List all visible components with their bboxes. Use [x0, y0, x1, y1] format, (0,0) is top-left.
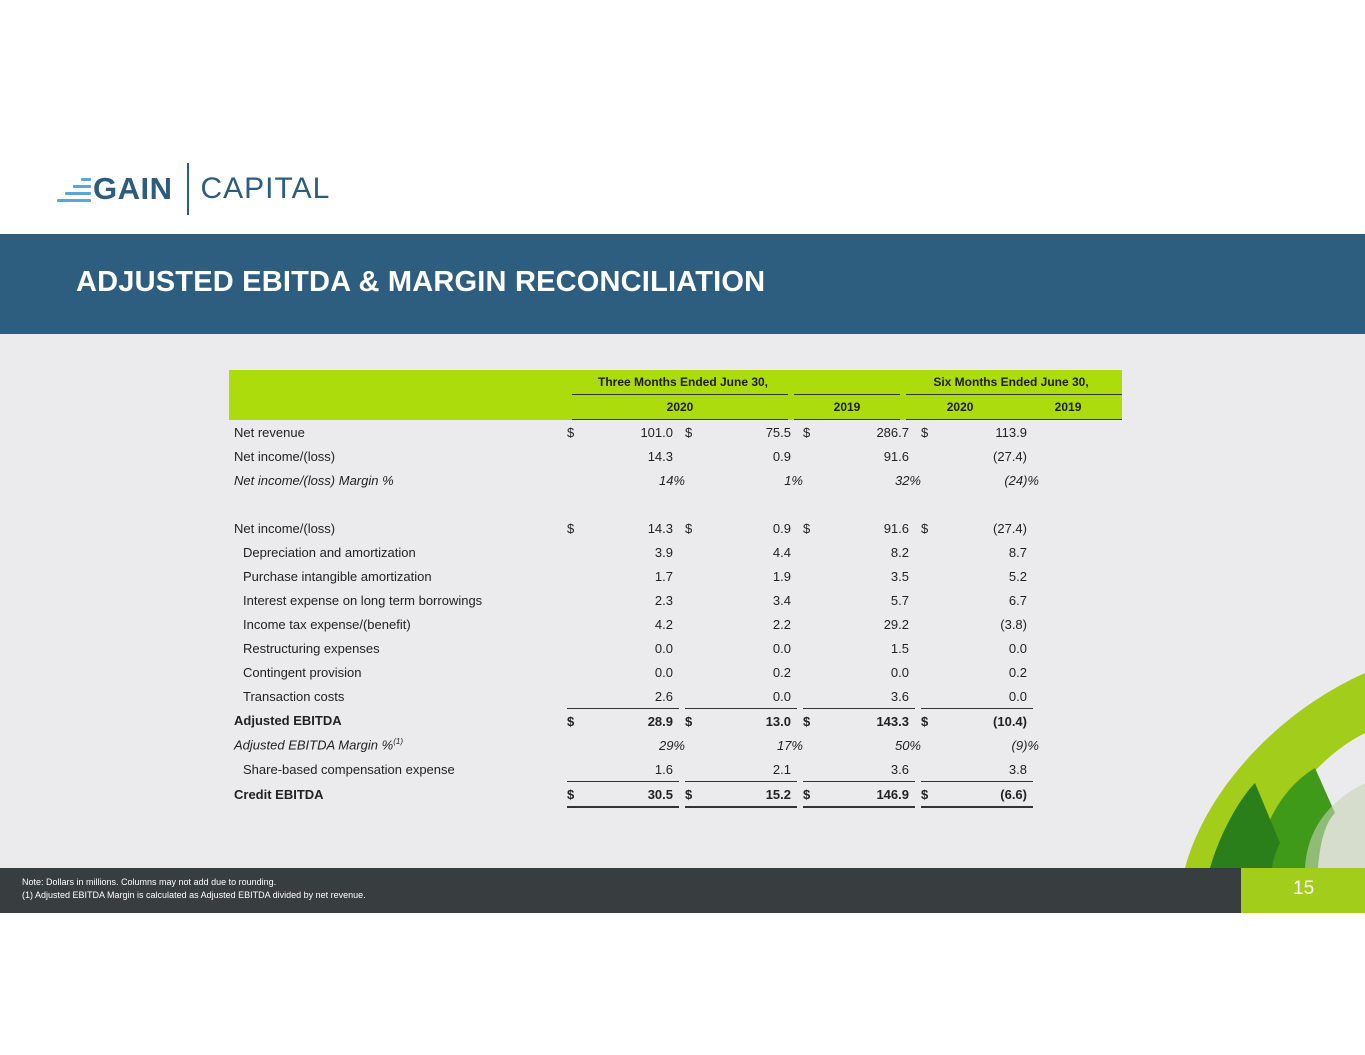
- value-cell: 4.2: [654, 616, 673, 632]
- value-cell: 1.9: [772, 568, 791, 584]
- currency-cell: [685, 660, 701, 684]
- value-cell: 91.6: [883, 520, 909, 536]
- table-row: [229, 708, 1033, 733]
- currency-cell: [685, 612, 701, 636]
- value-cell: 143.3: [819, 708, 915, 733]
- currency-cell: $: [803, 781, 819, 808]
- value-cell: 14.3: [647, 520, 673, 536]
- value-cell: 0.2: [1008, 664, 1027, 680]
- table-row: [229, 588, 1033, 612]
- value-cell: (27.4): [993, 448, 1027, 464]
- value-cell: 1.5: [890, 640, 909, 656]
- currency-cell: $: [685, 520, 693, 536]
- value-cell: 32%: [894, 472, 921, 488]
- value-cell: 2.3: [654, 592, 673, 608]
- value-cell: 0.0: [772, 688, 791, 704]
- currency-cell: [803, 468, 819, 492]
- slide: [0, 143, 1365, 913]
- currency-cell: [803, 636, 819, 660]
- currency-cell: $: [685, 708, 701, 733]
- table-header-row-years: [229, 394, 1122, 420]
- currency-cell: [567, 444, 583, 468]
- row-label: Adjusted EBITDA Margin %$^{(1)}$: [234, 737, 403, 753]
- currency-cell: [567, 612, 583, 636]
- value-cell: 1.6: [654, 761, 673, 777]
- table-header-row-groups: [229, 370, 1122, 394]
- currency-cell: [685, 684, 701, 708]
- row-label: Income tax expense/(benefit): [243, 616, 411, 632]
- value-cell: 29.2: [883, 616, 909, 632]
- value-cell: 0.0: [772, 640, 791, 656]
- currency-cell: $: [567, 520, 575, 536]
- page-number: 15: [1293, 878, 1315, 899]
- title-band: [0, 234, 1365, 334]
- value-cell: (27.4): [993, 520, 1027, 536]
- row-label: Restructuring expenses: [243, 640, 380, 656]
- currency-cell: $: [567, 708, 583, 733]
- table-row: [229, 420, 1033, 444]
- currency-cell: [921, 468, 937, 492]
- decorative-arc-graphic: [1185, 673, 1365, 868]
- footer-footnote: (1) Adjusted EBITDA Margin is calculated as Adjusted EBITDA divided by net revenue.: [22, 890, 366, 900]
- table-row: [229, 564, 1033, 588]
- value-cell: 14%: [658, 472, 685, 488]
- table-row: [229, 468, 1033, 492]
- currency-cell: [567, 564, 583, 588]
- currency-cell: [685, 757, 701, 781]
- row-label: Net income/(loss): [234, 448, 336, 464]
- value-cell: 29%: [658, 737, 685, 753]
- currency-cell: [567, 540, 583, 564]
- table-row: [229, 781, 1033, 808]
- value-cell: 5.2: [1008, 568, 1027, 584]
- currency-cell: [921, 757, 937, 781]
- currency-cell: $: [921, 708, 937, 733]
- value-cell: 0.0: [890, 664, 909, 680]
- row-label: Depreciation and amortization: [243, 544, 416, 560]
- currency-cell: $: [567, 781, 583, 808]
- currency-cell: $: [685, 781, 701, 808]
- value-cell: 3.9: [654, 544, 673, 560]
- currency-cell: [567, 588, 583, 612]
- value-cell: 13.0: [701, 708, 797, 733]
- currency-cell: [803, 684, 819, 708]
- footer-notes: [0, 868, 1241, 913]
- value-cell: 50%: [894, 737, 921, 753]
- value-cell: 3.6: [890, 688, 909, 704]
- value-cell: 91.6: [883, 448, 909, 464]
- row-label: Net income/(loss) Margin %: [234, 472, 394, 488]
- value-cell: 3.4: [772, 592, 791, 608]
- logo-capital-text: CAPITAL: [200, 172, 331, 205]
- currency-cell: [803, 540, 819, 564]
- value-cell: 17%: [776, 737, 803, 753]
- value-cell: 75.5: [765, 424, 791, 440]
- page-title: ADJUSTED EBITDA & MARGIN RECONCILIATION: [76, 266, 766, 298]
- header-year: 2019: [794, 394, 900, 420]
- logo-gain-text: GAIN: [93, 171, 173, 206]
- value-cell: 2.6: [654, 688, 673, 704]
- currency-cell: $: [921, 424, 929, 440]
- value-cell: 146.9: [819, 781, 915, 808]
- value-cell: (10.4): [937, 708, 1033, 733]
- logo-band: [0, 143, 1365, 234]
- value-cell: 286.7: [876, 424, 909, 440]
- value-cell: 8.7: [1008, 544, 1027, 560]
- currency-cell: $: [803, 424, 811, 440]
- currency-cell: $: [567, 424, 575, 440]
- value-cell: (24)%: [1004, 472, 1039, 488]
- currency-cell: [921, 564, 937, 588]
- table-row: [229, 612, 1033, 636]
- currency-cell: [685, 540, 701, 564]
- currency-cell: [685, 588, 701, 612]
- currency-cell: [803, 444, 819, 468]
- value-cell: 28.9: [583, 708, 679, 733]
- company-logo: [55, 163, 330, 215]
- currency-cell: [803, 733, 819, 757]
- table-row: [229, 444, 1033, 468]
- value-cell: 4.4: [772, 544, 791, 560]
- currency-cell: [685, 564, 701, 588]
- value-cell: 3.6: [890, 761, 909, 777]
- currency-cell: [567, 684, 583, 708]
- header-year: 2020: [572, 394, 788, 420]
- table-row: [229, 733, 1033, 757]
- currency-cell: $: [921, 520, 929, 536]
- currency-cell: [803, 612, 819, 636]
- row-label: Transaction costs: [243, 688, 345, 704]
- row-label: Adjusted EBITDA: [234, 713, 342, 728]
- value-cell: 30.5: [583, 781, 679, 808]
- currency-cell: [567, 660, 583, 684]
- currency-cell: [921, 660, 937, 684]
- currency-cell: [921, 612, 937, 636]
- value-cell: 3.8: [1008, 761, 1027, 777]
- table-row: [229, 660, 1033, 684]
- currency-cell: [567, 757, 583, 781]
- value-cell: 0.2: [772, 664, 791, 680]
- value-cell: 2.2: [772, 616, 791, 632]
- value-cell: 0.0: [1008, 640, 1027, 656]
- currency-cell: [803, 757, 819, 781]
- currency-cell: [567, 636, 583, 660]
- currency-cell: [685, 468, 701, 492]
- value-cell: 2.1: [772, 761, 791, 777]
- header-year: 2020: [906, 394, 1014, 420]
- table-row: [229, 636, 1033, 660]
- table-row: [229, 684, 1033, 708]
- row-label: Interest expense on long term borrowings: [243, 592, 483, 608]
- currency-cell: [921, 444, 937, 468]
- row-label: Share-based compensation expense: [243, 761, 455, 777]
- value-cell: (3.8): [1000, 616, 1027, 632]
- currency-cell: $: [803, 708, 819, 733]
- currency-cell: [567, 468, 583, 492]
- ebitda-table-body: [229, 420, 1039, 808]
- value-cell: 1%: [784, 472, 803, 488]
- value-cell: 3.5: [890, 568, 909, 584]
- currency-cell: [685, 733, 701, 757]
- currency-cell: [685, 444, 701, 468]
- value-cell: 0.0: [654, 664, 673, 680]
- currency-cell: [685, 636, 701, 660]
- value-cell: 0.0: [654, 640, 673, 656]
- footer-note: Note: Dollars in millions. Columns may not add due to rounding.: [22, 877, 277, 887]
- row-label: Purchase intangible amortization: [243, 568, 432, 584]
- value-cell: 14.3: [647, 448, 673, 464]
- value-cell: (6.6): [937, 781, 1033, 808]
- currency-cell: [921, 636, 937, 660]
- currency-cell: [803, 564, 819, 588]
- header-three-months: Three Months Ended June 30,: [572, 370, 794, 394]
- page-number-box: [1241, 868, 1365, 913]
- row-label: Credit EBITDA: [234, 787, 324, 802]
- table-row: [229, 540, 1033, 564]
- value-cell: 5.7: [890, 592, 909, 608]
- value-cell: 15.2: [701, 781, 797, 808]
- value-cell: 0.9: [772, 520, 791, 536]
- row-label: Net revenue: [234, 424, 305, 440]
- currency-cell: [803, 660, 819, 684]
- currency-cell: [921, 588, 937, 612]
- currency-cell: $: [803, 520, 811, 536]
- value-cell: 0.9: [772, 448, 791, 464]
- table-row: [229, 516, 1033, 540]
- table-row: [229, 757, 1033, 781]
- currency-cell: [921, 540, 937, 564]
- value-cell: 0.0: [1008, 688, 1027, 704]
- value-cell: 8.2: [890, 544, 909, 560]
- logo-lines-icon: [55, 176, 91, 202]
- ebitda-reconciliation-table: [229, 370, 1122, 420]
- currency-cell: [567, 733, 583, 757]
- currency-cell: [803, 588, 819, 612]
- value-cell: 113.9: [995, 424, 1027, 440]
- logo-divider: [187, 163, 189, 215]
- currency-cell: $: [685, 424, 693, 440]
- row-label: Net income/(loss): [234, 520, 336, 536]
- value-cell: 101.0: [640, 424, 673, 440]
- value-cell: (9)%: [1011, 737, 1039, 753]
- value-cell: 1.7: [654, 568, 673, 584]
- currency-cell: [921, 684, 937, 708]
- currency-cell: $: [921, 781, 937, 808]
- row-superscript: (1): [393, 737, 403, 747]
- header-year: 2019: [1014, 394, 1122, 420]
- header-six-months: Six Months Ended June 30,: [900, 370, 1122, 394]
- spacer-row: [229, 492, 1033, 516]
- row-label: Contingent provision: [243, 664, 362, 680]
- value-cell: 6.7: [1008, 592, 1027, 608]
- currency-cell: [921, 733, 937, 757]
